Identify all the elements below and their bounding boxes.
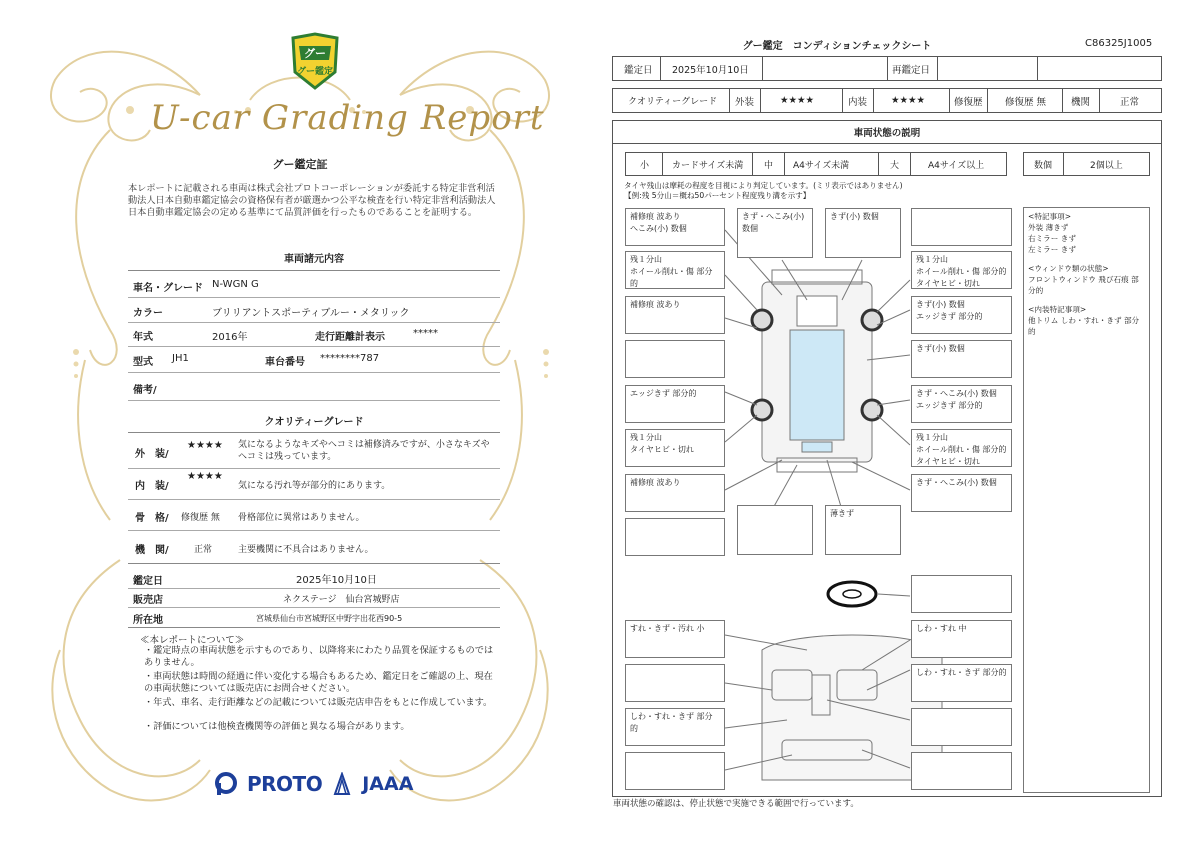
divider bbox=[128, 322, 500, 323]
divider bbox=[128, 588, 500, 589]
tread-example: 【例:残 5分山＝概ね50パーセント程度残り溝を示す】 bbox=[624, 191, 811, 200]
quality-grade-label: クオリティーグレード bbox=[628, 97, 718, 107]
interior-desc: 気になる汚れ等が部分的にあります。 bbox=[238, 481, 391, 491]
model-value: JH1 bbox=[172, 353, 189, 364]
divider bbox=[128, 607, 500, 608]
damage-box-rear-left: 補修痕 波あり bbox=[625, 474, 725, 512]
notes-title: ≪本レポートについて≫ bbox=[140, 635, 245, 646]
appraisal-date-label: 鑑定日 bbox=[624, 64, 653, 76]
divider bbox=[128, 468, 500, 469]
damage-box-trunk: 薄きず bbox=[825, 505, 901, 555]
grade-value: N-WGN G bbox=[212, 279, 259, 290]
divider bbox=[128, 346, 500, 347]
damage-box-rear-right: きず・へこみ(小) 数個 bbox=[911, 474, 1012, 512]
interior-box-right-rear bbox=[911, 708, 1012, 746]
damage-box-right-mid: きず(小) 数個 bbox=[911, 340, 1012, 378]
divider bbox=[1099, 88, 1100, 113]
damage-box-front-right bbox=[911, 208, 1012, 246]
damage-box-wheel-front-right: 残１分山 ホイール削れ・傷 部分的 タイヤヒビ・切れ bbox=[911, 251, 1012, 289]
color-value: ブリリアントスポーティブルー・メタリック bbox=[212, 308, 410, 319]
size-small: 小 bbox=[640, 160, 650, 171]
svg-text:グー: グー bbox=[304, 47, 326, 60]
damage-box-hood: きず(小) 数個 bbox=[825, 208, 901, 258]
frame-label: 骨 格/ bbox=[135, 513, 169, 524]
chassis-label: 車台番号 bbox=[265, 357, 305, 368]
color-label: カラー bbox=[133, 308, 163, 319]
chassis-value: ********787 bbox=[320, 353, 380, 364]
note-line: 右ミラー きず bbox=[1028, 234, 1076, 243]
shop-value: ネクステージ 仙台宮城野店 bbox=[283, 595, 400, 605]
divider bbox=[842, 88, 843, 113]
exterior-label: 外 装/ bbox=[135, 449, 169, 460]
note-line: <ウィンドウ類の状態> bbox=[1028, 264, 1109, 273]
report-script-title: U-car Grading Report bbox=[150, 98, 545, 138]
divider bbox=[128, 432, 500, 433]
size-small-desc: カードサイズ未満 bbox=[672, 160, 744, 171]
divider bbox=[128, 270, 500, 271]
jaaa-logo-text: JAAA bbox=[362, 773, 414, 795]
note-item: ・年式、車名、走行距離などの記載については販売店申告をもとに作成しています。 bbox=[144, 697, 493, 708]
divider bbox=[937, 56, 938, 81]
grade-label: 車名・グレード bbox=[133, 283, 203, 294]
note-line: <内装特記事項> bbox=[1028, 305, 1087, 314]
damage-box-door-rear-left: エッジきず 部分的 bbox=[625, 385, 725, 423]
damage-box-wheel-front-left: 残１分山 ホイール削れ・傷 部分的 bbox=[625, 251, 725, 289]
model-label: 型式 bbox=[133, 357, 153, 368]
repair-history-value: 修復歴 無 bbox=[1005, 96, 1047, 108]
exterior-label: 外装 bbox=[735, 96, 755, 108]
interior-label: 内 装/ bbox=[135, 481, 169, 492]
divider bbox=[910, 152, 911, 176]
tread-note: タイヤ残山は摩耗の程度を目視により判定しています。(ミリ表示ではありません) bbox=[624, 181, 903, 190]
divider bbox=[987, 88, 988, 113]
frame-desc: 骨格部位に異常はありません。 bbox=[238, 513, 365, 523]
divider bbox=[662, 152, 663, 176]
note-line: 左ミラー きず bbox=[1028, 245, 1076, 254]
certificate-body: 本レポートに記載される車両は株式会社プロトコーポレーションが委託する特定非営利活動法人日本自動車鑑定協会の資格保有者が厳選かつ公平な検査を行い特定非営利活動法人日本自動車鑑定協会の定める基準にて品質評価を行ったものであることを証明する。 bbox=[128, 183, 496, 218]
engine-label: 機関 bbox=[1071, 96, 1091, 108]
interior-label: 内装 bbox=[848, 96, 868, 108]
count-desc: 2個以上 bbox=[1090, 160, 1123, 171]
year-value: 2016年 bbox=[212, 332, 248, 343]
engine-value: 正常 bbox=[1120, 96, 1140, 108]
note-line: 外装 薄きず bbox=[1028, 223, 1069, 232]
remarks-label: 備考/ bbox=[133, 385, 157, 396]
svg-text:グー鑑定: グー鑑定 bbox=[296, 67, 334, 77]
interior-box-steering bbox=[911, 575, 1012, 613]
size-mid: 中 bbox=[764, 160, 774, 171]
count-label: 数個 bbox=[1034, 160, 1053, 171]
note-line bbox=[1028, 296, 1145, 304]
year-label: 年式 bbox=[133, 332, 153, 343]
engine-value: 正常 bbox=[194, 545, 213, 555]
interior-box-left-rear: しわ・すれ・きず 部分的 bbox=[625, 708, 725, 746]
proto-logo-text: PROTO bbox=[247, 772, 323, 796]
interior-box-left-seat bbox=[625, 664, 725, 702]
appraisal-date-value: 2025年10月10日 bbox=[296, 575, 377, 586]
exterior-stars: ★★★★ bbox=[780, 95, 815, 106]
damage-box-rear-left-lower bbox=[625, 518, 725, 556]
divider bbox=[762, 56, 763, 81]
address-label: 所在地 bbox=[133, 615, 163, 626]
goo-kantei-logo bbox=[289, 32, 341, 92]
check-sheet-footer: 車両状態の確認は、停止状態で実施できる範囲で行っています。 bbox=[613, 799, 859, 809]
appraisal-date-label: 鑑定日 bbox=[133, 576, 163, 587]
check-sheet-title: グー鑑定 コンディションチェックシート bbox=[742, 41, 932, 52]
frame-value: 修復歴 無 bbox=[181, 513, 220, 523]
note-item: ・評価については他検査機関等の評価と異なる場合があります。 bbox=[144, 721, 410, 732]
damage-box-front-left: 補修痕 波あり へこみ(小) 数個 bbox=[625, 208, 725, 246]
note-line: 他トリム しわ・すれ・きず 部分的 bbox=[1028, 316, 1140, 336]
damage-box-rear bbox=[737, 505, 813, 555]
damage-box-wheel-rear-right: 残１分山 ホイール削れ・傷 部分的 タイヤヒビ・切れ bbox=[911, 429, 1012, 467]
interior-box-dashboard: すれ・きず・汚れ 小 bbox=[625, 620, 725, 658]
divider bbox=[760, 88, 761, 113]
divider bbox=[1062, 88, 1063, 113]
divider bbox=[128, 372, 500, 373]
interior-stars: ★★★★ bbox=[187, 471, 223, 482]
note-line: フロントウィンドウ 飛び石痕 部分的 bbox=[1028, 275, 1139, 295]
divider bbox=[128, 297, 500, 298]
note-item: ・車両状態は時間の経過に伴い変化する場合もあるため、鑑定日をご確認の上、現在の車両状態については販売店にお問合せください。 bbox=[144, 671, 493, 694]
shop-label: 販売店 bbox=[133, 595, 163, 606]
note-line: <特記事項> bbox=[1028, 212, 1072, 221]
divider bbox=[128, 400, 500, 401]
certificate-title: グー鑑定証 bbox=[272, 158, 328, 171]
interior-box-right-seat: しわ・すれ・きず 部分的 bbox=[911, 664, 1012, 702]
spec-section-title: 車両諸元内容 bbox=[284, 254, 344, 265]
repair-history-label: 修復歴 bbox=[954, 96, 983, 108]
jaaa-logo-icon bbox=[332, 772, 352, 796]
address-value: 宮城県仙台市宮城野区中野字出花西90-5 bbox=[256, 614, 403, 623]
divider bbox=[128, 499, 500, 500]
divider bbox=[1037, 56, 1038, 81]
divider bbox=[878, 152, 879, 176]
divider bbox=[949, 88, 950, 113]
divider bbox=[784, 152, 785, 176]
interior-stars: ★★★★ bbox=[891, 95, 926, 106]
divider bbox=[1063, 152, 1064, 176]
damage-box-door-front-right: きず(小) 数個 エッジきず 部分的 bbox=[911, 296, 1012, 334]
damage-box-door-front-left: 補修痕 波あり bbox=[625, 296, 725, 334]
appraisal-date-value: 2025年10月10日 bbox=[672, 64, 749, 76]
divider bbox=[729, 88, 730, 113]
size-large: 大 bbox=[890, 160, 900, 171]
mileage-value: ***** bbox=[413, 328, 438, 339]
mileage-label: 走行距離計表示 bbox=[315, 332, 385, 343]
footer-logos bbox=[215, 770, 413, 798]
damage-box-front: きず・へこみ(小) 数個 bbox=[737, 208, 813, 258]
note-item: ・鑑定時点の車両状態を示すものであり、以降将来にわたり品質を保証するものではありません。 bbox=[144, 645, 494, 668]
sheet-code: C86325J1005 bbox=[1085, 38, 1153, 49]
damage-box-wheel-rear-left: 残１分山 タイヤヒビ・切れ bbox=[625, 429, 725, 467]
interior-box-right-front: しわ・すれ 中 bbox=[911, 620, 1012, 658]
exterior-stars: ★★★★ bbox=[187, 440, 223, 451]
size-large-desc: A4サイズ以上 bbox=[928, 160, 985, 171]
quality-section-title: クオリティーグレード bbox=[264, 417, 364, 428]
divider bbox=[752, 152, 753, 176]
reappraisal-date-label: 再鑑定日 bbox=[892, 64, 931, 76]
proto-logo-icon bbox=[215, 772, 237, 796]
note-line bbox=[1028, 255, 1145, 263]
engine-label: 機 関/ bbox=[135, 545, 169, 556]
interior-box-left-bottom bbox=[625, 752, 725, 790]
size-mid-desc: A4サイズ未満 bbox=[793, 160, 850, 171]
divider bbox=[660, 56, 661, 81]
engine-desc: 主要機関に不具合はありません。 bbox=[238, 545, 374, 555]
divider bbox=[887, 56, 888, 81]
special-notes-panel bbox=[1023, 207, 1150, 793]
damage-box-door-rear-right: きず・へこみ(小) 数個 エッジきず 部分的 bbox=[911, 385, 1012, 423]
divider bbox=[128, 627, 500, 628]
damage-box-left-mid bbox=[625, 340, 725, 378]
divider bbox=[128, 563, 500, 564]
state-title: 車両状態の説明 bbox=[853, 128, 921, 139]
divider bbox=[873, 88, 874, 113]
exterior-desc: 気になるようなキズやヘコミは補修済みですが、小さなキズやヘコミは残っています。 bbox=[238, 440, 490, 462]
divider bbox=[128, 530, 500, 531]
interior-box-right-bottom bbox=[911, 752, 1012, 790]
